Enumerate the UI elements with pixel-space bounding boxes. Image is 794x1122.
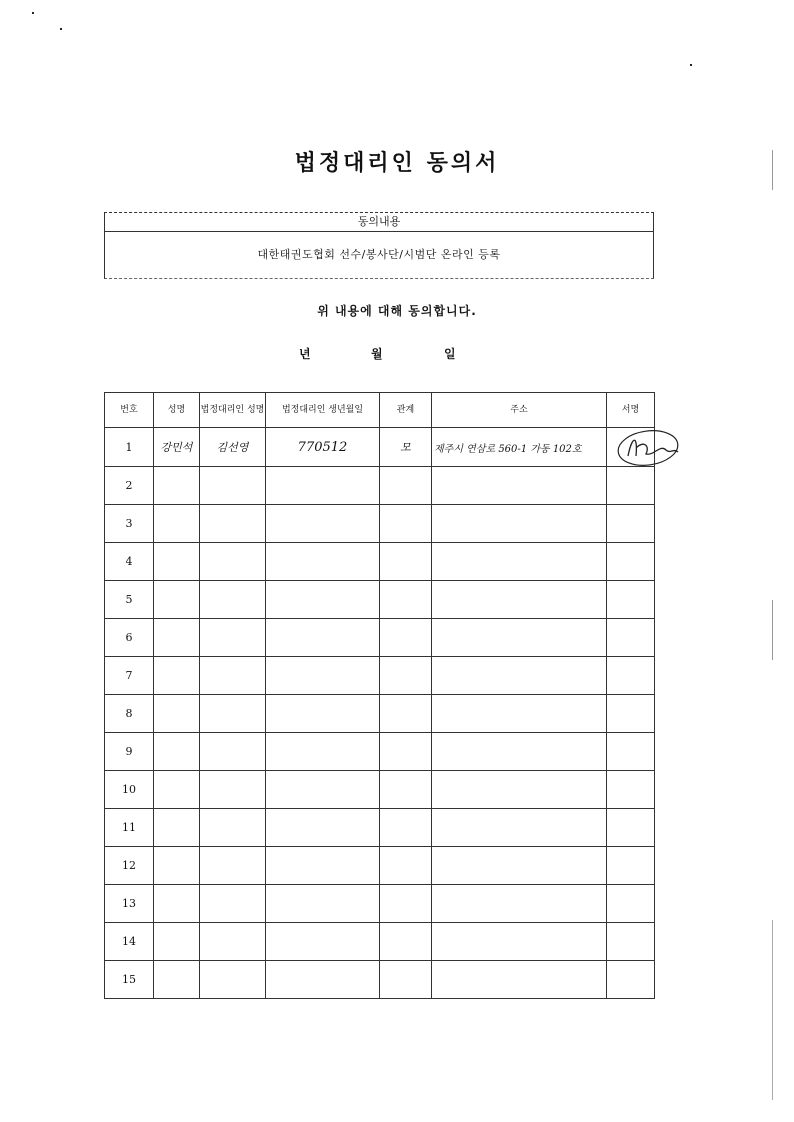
empty-cell xyxy=(200,771,266,809)
empty-cell xyxy=(154,809,200,847)
empty-cell xyxy=(154,885,200,923)
empty-cell xyxy=(200,581,266,619)
header-address: 주소 xyxy=(432,393,607,428)
empty-cell xyxy=(380,581,432,619)
empty-cell xyxy=(154,505,200,543)
student-name-text: 강민석 xyxy=(160,441,193,454)
guardian-address xyxy=(432,428,607,467)
header-guardian-name: 법정대리인 성명 xyxy=(200,393,266,428)
empty-cell xyxy=(607,657,655,695)
empty-cell xyxy=(200,733,266,771)
guardian-name xyxy=(200,428,266,467)
header-no: 번호 xyxy=(105,393,154,428)
empty-cell xyxy=(266,581,380,619)
date-day: 일 xyxy=(444,347,456,361)
table-row xyxy=(105,657,655,695)
table-row xyxy=(105,771,655,809)
row-number: 2 xyxy=(105,467,154,505)
empty-cell xyxy=(380,847,432,885)
consent-box xyxy=(104,212,654,279)
empty-cell xyxy=(432,657,607,695)
empty-cell xyxy=(432,733,607,771)
empty-cell xyxy=(380,733,432,771)
empty-cell xyxy=(432,847,607,885)
empty-cell xyxy=(432,809,607,847)
table-row xyxy=(105,467,655,505)
empty-cell xyxy=(266,733,380,771)
empty-cell xyxy=(380,505,432,543)
guardian-table xyxy=(104,392,655,999)
empty-cell xyxy=(266,505,380,543)
agreement-statement: 위 내용에 대해 동의합니다. xyxy=(317,304,477,318)
row-number: 4 xyxy=(105,543,154,581)
table-row xyxy=(105,581,655,619)
row-number: 7 xyxy=(105,657,154,695)
empty-cell xyxy=(266,657,380,695)
row-number: 6 xyxy=(105,619,154,657)
empty-cell xyxy=(380,657,432,695)
row-number: 10 xyxy=(105,771,154,809)
table-row xyxy=(105,619,655,657)
empty-cell xyxy=(380,695,432,733)
row-number: 11 xyxy=(105,809,154,847)
empty-cell xyxy=(380,543,432,581)
row-number: 9 xyxy=(105,733,154,771)
empty-cell xyxy=(607,543,655,581)
scan-speck xyxy=(60,28,62,30)
empty-cell xyxy=(154,619,200,657)
empty-cell xyxy=(200,847,266,885)
empty-cell xyxy=(154,961,200,999)
empty-cell xyxy=(607,923,655,961)
row-number: 14 xyxy=(105,923,154,961)
table-row xyxy=(105,505,655,543)
document-title: 법정대리인 동의서 xyxy=(294,150,500,176)
student-name xyxy=(154,428,200,467)
empty-cell xyxy=(380,809,432,847)
guardian-birth-text: 770512 xyxy=(297,439,348,455)
empty-cell xyxy=(607,809,655,847)
empty-cell xyxy=(266,961,380,999)
empty-cell xyxy=(200,619,266,657)
empty-cell xyxy=(266,847,380,885)
empty-cell xyxy=(154,581,200,619)
row-number: 12 xyxy=(105,847,154,885)
table-row xyxy=(105,847,655,885)
empty-cell xyxy=(432,885,607,923)
scan-speck xyxy=(772,600,773,660)
scan-speck xyxy=(772,920,773,1100)
empty-cell xyxy=(266,695,380,733)
empty-cell xyxy=(200,961,266,999)
table-header-row xyxy=(105,393,655,428)
empty-cell xyxy=(380,885,432,923)
empty-cell xyxy=(432,695,607,733)
empty-cell xyxy=(380,771,432,809)
empty-cell xyxy=(200,505,266,543)
empty-cell xyxy=(200,467,266,505)
guardian-relation-text: 모 xyxy=(400,441,411,454)
empty-cell xyxy=(607,733,655,771)
empty-cell xyxy=(607,885,655,923)
empty-cell xyxy=(266,467,380,505)
empty-cell xyxy=(266,885,380,923)
empty-cell xyxy=(607,505,655,543)
table-row xyxy=(105,428,655,467)
empty-cell xyxy=(380,619,432,657)
empty-cell xyxy=(200,657,266,695)
guardian-address-text: 제주시 연삼로 560-1 가동 102호 xyxy=(434,443,582,455)
consent-header: 동의내용 xyxy=(104,213,654,232)
consent-body: 대한태권도협회 선수/봉사단/시범단 온라인 등록 xyxy=(104,232,654,279)
table-row xyxy=(105,885,655,923)
empty-cell xyxy=(607,619,655,657)
header-name: 성명 xyxy=(154,393,200,428)
empty-cell xyxy=(432,923,607,961)
empty-cell xyxy=(200,923,266,961)
header-guardian-birth: 법정대리인 생년월일 xyxy=(266,393,380,428)
scan-speck xyxy=(32,12,34,14)
empty-cell xyxy=(154,847,200,885)
table-row xyxy=(105,809,655,847)
empty-cell xyxy=(432,467,607,505)
empty-cell xyxy=(154,923,200,961)
empty-cell xyxy=(154,657,200,695)
empty-cell xyxy=(607,961,655,999)
header-signature: 서명 xyxy=(607,393,655,428)
scan-speck xyxy=(690,64,692,66)
empty-cell xyxy=(154,695,200,733)
table-row xyxy=(105,543,655,581)
empty-cell xyxy=(380,961,432,999)
empty-cell xyxy=(380,467,432,505)
header-relation: 관계 xyxy=(380,393,432,428)
date-year: 년 xyxy=(299,347,311,361)
empty-cell xyxy=(432,619,607,657)
empty-cell xyxy=(607,581,655,619)
empty-cell xyxy=(432,961,607,999)
empty-cell xyxy=(607,771,655,809)
empty-cell xyxy=(266,619,380,657)
table-row xyxy=(105,961,655,999)
table-row xyxy=(105,923,655,961)
empty-cell xyxy=(607,847,655,885)
row-number: 15 xyxy=(105,961,154,999)
empty-cell xyxy=(607,467,655,505)
empty-cell xyxy=(200,695,266,733)
empty-cell xyxy=(154,543,200,581)
row-number: 1 xyxy=(105,428,154,467)
table-row xyxy=(105,695,655,733)
row-number: 5 xyxy=(105,581,154,619)
date-month: 월 xyxy=(371,347,383,361)
empty-cell xyxy=(432,543,607,581)
empty-cell xyxy=(200,543,266,581)
empty-cell xyxy=(266,771,380,809)
empty-cell xyxy=(154,733,200,771)
row-number: 8 xyxy=(105,695,154,733)
handwritten-signature xyxy=(614,426,684,472)
row-number: 13 xyxy=(105,885,154,923)
empty-cell xyxy=(432,771,607,809)
empty-cell xyxy=(266,923,380,961)
empty-cell xyxy=(154,771,200,809)
empty-cell xyxy=(266,809,380,847)
empty-cell xyxy=(266,543,380,581)
empty-cell xyxy=(154,467,200,505)
empty-cell xyxy=(432,581,607,619)
empty-cell xyxy=(200,809,266,847)
empty-cell xyxy=(380,923,432,961)
guardian-birth xyxy=(266,428,380,467)
empty-cell xyxy=(200,885,266,923)
guardian-name-text: 김선영 xyxy=(216,441,249,454)
table-row xyxy=(105,733,655,771)
empty-cell xyxy=(432,505,607,543)
empty-cell xyxy=(607,695,655,733)
row-number: 3 xyxy=(105,505,154,543)
guardian-relation xyxy=(380,428,432,467)
